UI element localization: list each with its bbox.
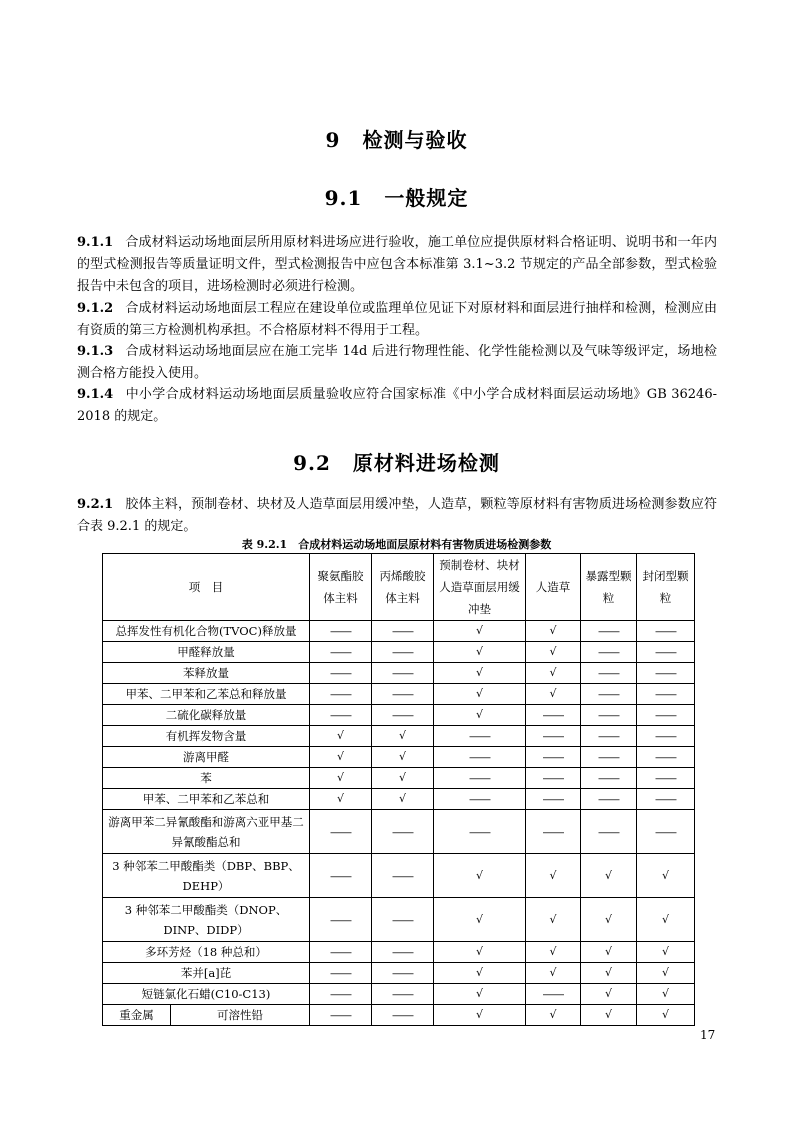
not-applicable-cell: —— xyxy=(581,684,637,705)
row-item-label: 甲苯、二甲苯和乙苯总和释放量 xyxy=(103,684,310,705)
table-row xyxy=(103,854,695,898)
table-row xyxy=(103,768,695,789)
check-mark-cell: √ xyxy=(526,621,581,642)
check-mark-cell: √ xyxy=(434,642,526,663)
clause-number: 9.1.3 xyxy=(77,344,114,359)
table-row xyxy=(103,1005,695,1026)
not-applicable-cell: —— xyxy=(372,663,434,684)
not-applicable-cell: —— xyxy=(434,789,526,810)
check-mark-cell: √ xyxy=(434,984,526,1005)
check-mark-cell: √ xyxy=(637,1005,695,1026)
section-title: 原材料进场检测 xyxy=(352,451,500,475)
table-row xyxy=(103,942,695,963)
table-row xyxy=(103,726,695,747)
not-applicable-cell: —— xyxy=(372,621,434,642)
check-mark-cell: √ xyxy=(637,854,695,898)
table-row xyxy=(103,963,695,984)
clause-text: 合成材料运动场地面层所用原材料进场应进行验收，施工单位应提供原材料合格证明、说明书和一年内的型式检测报告等质量证明文件，型式检测报告中应包含本标准第 3.1~3.2 节规定的产品全部参数，型式检验报告中未包含的项目，进场检测时必须进行检测。 xyxy=(77,235,717,294)
clause-9-1-4 xyxy=(77,384,717,428)
check-mark-cell: √ xyxy=(310,747,372,768)
not-applicable-cell: —— xyxy=(581,642,637,663)
not-applicable-cell: —— xyxy=(581,705,637,726)
check-mark-cell: √ xyxy=(581,963,637,984)
table-row xyxy=(103,684,695,705)
table-row xyxy=(103,810,695,854)
not-applicable-cell: —— xyxy=(637,747,695,768)
check-mark-cell: √ xyxy=(581,942,637,963)
not-applicable-cell: —— xyxy=(310,705,372,726)
table-row xyxy=(103,705,695,726)
check-mark-cell: √ xyxy=(434,663,526,684)
not-applicable-cell: —— xyxy=(372,705,434,726)
not-applicable-cell: —— xyxy=(581,747,637,768)
not-applicable-cell: —— xyxy=(310,810,372,854)
not-applicable-cell: —— xyxy=(310,854,372,898)
clause-9-1-2 xyxy=(77,298,717,342)
not-applicable-cell: —— xyxy=(526,810,581,854)
not-applicable-cell: —— xyxy=(637,789,695,810)
not-applicable-cell: —— xyxy=(637,621,695,642)
check-mark-cell: √ xyxy=(372,789,434,810)
clause-number: 9.1.1 xyxy=(77,235,114,250)
page-number: 17 xyxy=(700,1028,716,1042)
section-number: 9.1 xyxy=(324,186,363,210)
row-item-label: 短链氯化石蜡(C10-C13) xyxy=(103,984,310,1005)
table-row xyxy=(103,642,695,663)
row-item-label: 游离甲苯二异氰酸酯和游离六亚甲基二异氰酸酯总和 xyxy=(103,810,310,854)
not-applicable-cell: —— xyxy=(637,705,695,726)
check-mark-cell: √ xyxy=(637,984,695,1005)
row-item-label: 二硫化碳释放量 xyxy=(103,705,310,726)
not-applicable-cell: —— xyxy=(581,810,637,854)
chapter-heading xyxy=(0,124,793,153)
not-applicable-cell: —— xyxy=(526,705,581,726)
row-item-label: 甲醛释放量 xyxy=(103,642,310,663)
check-mark-cell: √ xyxy=(526,942,581,963)
check-mark-cell: √ xyxy=(637,898,695,942)
not-applicable-cell: —— xyxy=(310,942,372,963)
not-applicable-cell: —— xyxy=(310,621,372,642)
check-mark-cell: √ xyxy=(526,854,581,898)
not-applicable-cell: —— xyxy=(372,963,434,984)
row-item-label: 可溶性铅 xyxy=(171,1005,310,1026)
check-mark-cell: √ xyxy=(372,726,434,747)
not-applicable-cell: —— xyxy=(310,898,372,942)
not-applicable-cell: —— xyxy=(372,642,434,663)
check-mark-cell: √ xyxy=(526,684,581,705)
not-applicable-cell: —— xyxy=(581,768,637,789)
not-applicable-cell: —— xyxy=(434,747,526,768)
clause-text: 胶体主料，预制卷材、块材及人造草面层用缓冲垫，人造草，颗粒等原材料有害物质进场检测参数应符合表 9.2.1 的规定。 xyxy=(77,497,717,534)
not-applicable-cell: —— xyxy=(434,726,526,747)
not-applicable-cell: —— xyxy=(372,898,434,942)
check-mark-cell: √ xyxy=(637,942,695,963)
not-applicable-cell: —— xyxy=(310,963,372,984)
check-mark-cell: √ xyxy=(581,898,637,942)
check-mark-cell: √ xyxy=(434,1005,526,1026)
header-artificial-turf: 人造草 xyxy=(526,554,581,621)
not-applicable-cell: —— xyxy=(581,726,637,747)
not-applicable-cell: —— xyxy=(526,984,581,1005)
not-applicable-cell: —— xyxy=(372,942,434,963)
not-applicable-cell: —— xyxy=(637,726,695,747)
not-applicable-cell: —— xyxy=(637,768,695,789)
header-item: 项 目 xyxy=(103,554,310,621)
chapter-number: 9 xyxy=(325,128,341,152)
row-item-label: 苯并[a]芘 xyxy=(103,963,310,984)
table-row xyxy=(103,747,695,768)
check-mark-cell: √ xyxy=(310,726,372,747)
not-applicable-cell: —— xyxy=(372,854,434,898)
section-heading-9-2 xyxy=(0,447,793,476)
section-number: 9.2 xyxy=(293,451,331,475)
row-item-label: 有机挥发物含量 xyxy=(103,726,310,747)
check-mark-cell: √ xyxy=(581,1005,637,1026)
check-mark-cell: √ xyxy=(310,768,372,789)
header-pu-binder: 聚氨酯胶体主料 xyxy=(310,554,372,621)
table-row xyxy=(103,621,695,642)
row-group-label: 重金属 xyxy=(103,1005,171,1026)
not-applicable-cell: —— xyxy=(372,1005,434,1026)
not-applicable-cell: —— xyxy=(637,684,695,705)
check-mark-cell: √ xyxy=(434,854,526,898)
table-header-row xyxy=(103,554,695,621)
check-mark-cell: √ xyxy=(372,768,434,789)
check-mark-cell: √ xyxy=(526,963,581,984)
clause-text: 中小学合成材料运动场地面层质量验收应符合国家标准《中小学合成材料面层运动场地》GB 36246-2018 的规定。 xyxy=(77,387,717,424)
not-applicable-cell: —— xyxy=(526,789,581,810)
check-mark-cell: √ xyxy=(434,705,526,726)
section-title: 一般规定 xyxy=(384,186,469,210)
not-applicable-cell: —— xyxy=(434,810,526,854)
row-item-label: 游离甲醛 xyxy=(103,747,310,768)
not-applicable-cell: —— xyxy=(372,684,434,705)
table-row xyxy=(103,898,695,942)
not-applicable-cell: —— xyxy=(310,642,372,663)
check-mark-cell: √ xyxy=(581,984,637,1005)
clause-number: 9.2.1 xyxy=(77,497,114,512)
check-mark-cell: √ xyxy=(310,789,372,810)
not-applicable-cell: —— xyxy=(581,789,637,810)
check-mark-cell: √ xyxy=(526,663,581,684)
clause-number: 9.1.4 xyxy=(77,387,114,402)
not-applicable-cell: —— xyxy=(637,810,695,854)
clause-text: 合成材料运动场地面层应在施工完毕 14d 后进行物理性能、化学性能检测以及气味等级评定，场地检测合格方能投入使用。 xyxy=(77,344,717,381)
check-mark-cell: √ xyxy=(581,854,637,898)
table-row xyxy=(103,984,695,1005)
row-item-label: 3 种邻苯二甲酸酯类（DNOP、DINP、DIDP） xyxy=(103,898,310,942)
header-enclosed-granules: 封闭型颗粒 xyxy=(637,554,695,621)
not-applicable-cell: —— xyxy=(434,768,526,789)
check-mark-cell: √ xyxy=(434,898,526,942)
check-mark-cell: √ xyxy=(526,1005,581,1026)
row-item-label: 总挥发性有机化合物(TVOC)释放量 xyxy=(103,621,310,642)
not-applicable-cell: —— xyxy=(581,621,637,642)
not-applicable-cell: —— xyxy=(310,984,372,1005)
check-mark-cell: √ xyxy=(526,642,581,663)
table-row xyxy=(103,789,695,810)
hazard-parameter-table xyxy=(102,553,695,1026)
header-acrylic-binder: 丙烯酸胶体主料 xyxy=(372,554,434,621)
clause-text: 合成材料运动场地面层工程应在建设单位或监理单位见证下对原材料和面层进行抽样和检测，检测应由有资质的第三方检测机构承担。不合格原材料不得用于工程。 xyxy=(77,301,717,338)
check-mark-cell: √ xyxy=(434,942,526,963)
chapter-title: 检测与验收 xyxy=(362,128,468,152)
not-applicable-cell: —— xyxy=(526,747,581,768)
check-mark-cell: √ xyxy=(372,747,434,768)
clause-9-1-3 xyxy=(77,341,717,385)
row-item-label: 苯释放量 xyxy=(103,663,310,684)
clause-number: 9.1.2 xyxy=(77,301,114,316)
row-item-label: 甲苯、二甲苯和乙苯总和 xyxy=(103,789,310,810)
table-row xyxy=(103,663,695,684)
not-applicable-cell: —— xyxy=(526,768,581,789)
check-mark-cell: √ xyxy=(434,621,526,642)
clause-9-2-1 xyxy=(77,494,717,538)
check-mark-cell: √ xyxy=(526,898,581,942)
row-item-label: 3 种邻苯二甲酸酯类（DBP、BBP、DEHP） xyxy=(103,854,310,898)
check-mark-cell: √ xyxy=(434,684,526,705)
not-applicable-cell: —— xyxy=(637,642,695,663)
row-item-label: 多环芳烃（18 种总和） xyxy=(103,942,310,963)
row-item-label: 苯 xyxy=(103,768,310,789)
clause-9-1-1 xyxy=(77,232,717,298)
header-prefab-shockpad: 预制卷材、块材人造草面层用缓冲垫 xyxy=(434,554,526,621)
not-applicable-cell: —— xyxy=(581,663,637,684)
check-mark-cell: √ xyxy=(637,963,695,984)
not-applicable-cell: —— xyxy=(372,810,434,854)
check-mark-cell: √ xyxy=(434,963,526,984)
not-applicable-cell: —— xyxy=(526,726,581,747)
not-applicable-cell: —— xyxy=(310,1005,372,1026)
not-applicable-cell: —— xyxy=(310,663,372,684)
not-applicable-cell: —— xyxy=(637,663,695,684)
not-applicable-cell: —— xyxy=(372,984,434,1005)
not-applicable-cell: —— xyxy=(310,684,372,705)
section-heading-9-1 xyxy=(0,182,793,211)
table-caption: 表 9.2.1 合成材料运动场地面层原材料有害物质进场检测参数 xyxy=(241,538,552,551)
header-exposed-granules: 暴露型颗粒 xyxy=(581,554,637,621)
